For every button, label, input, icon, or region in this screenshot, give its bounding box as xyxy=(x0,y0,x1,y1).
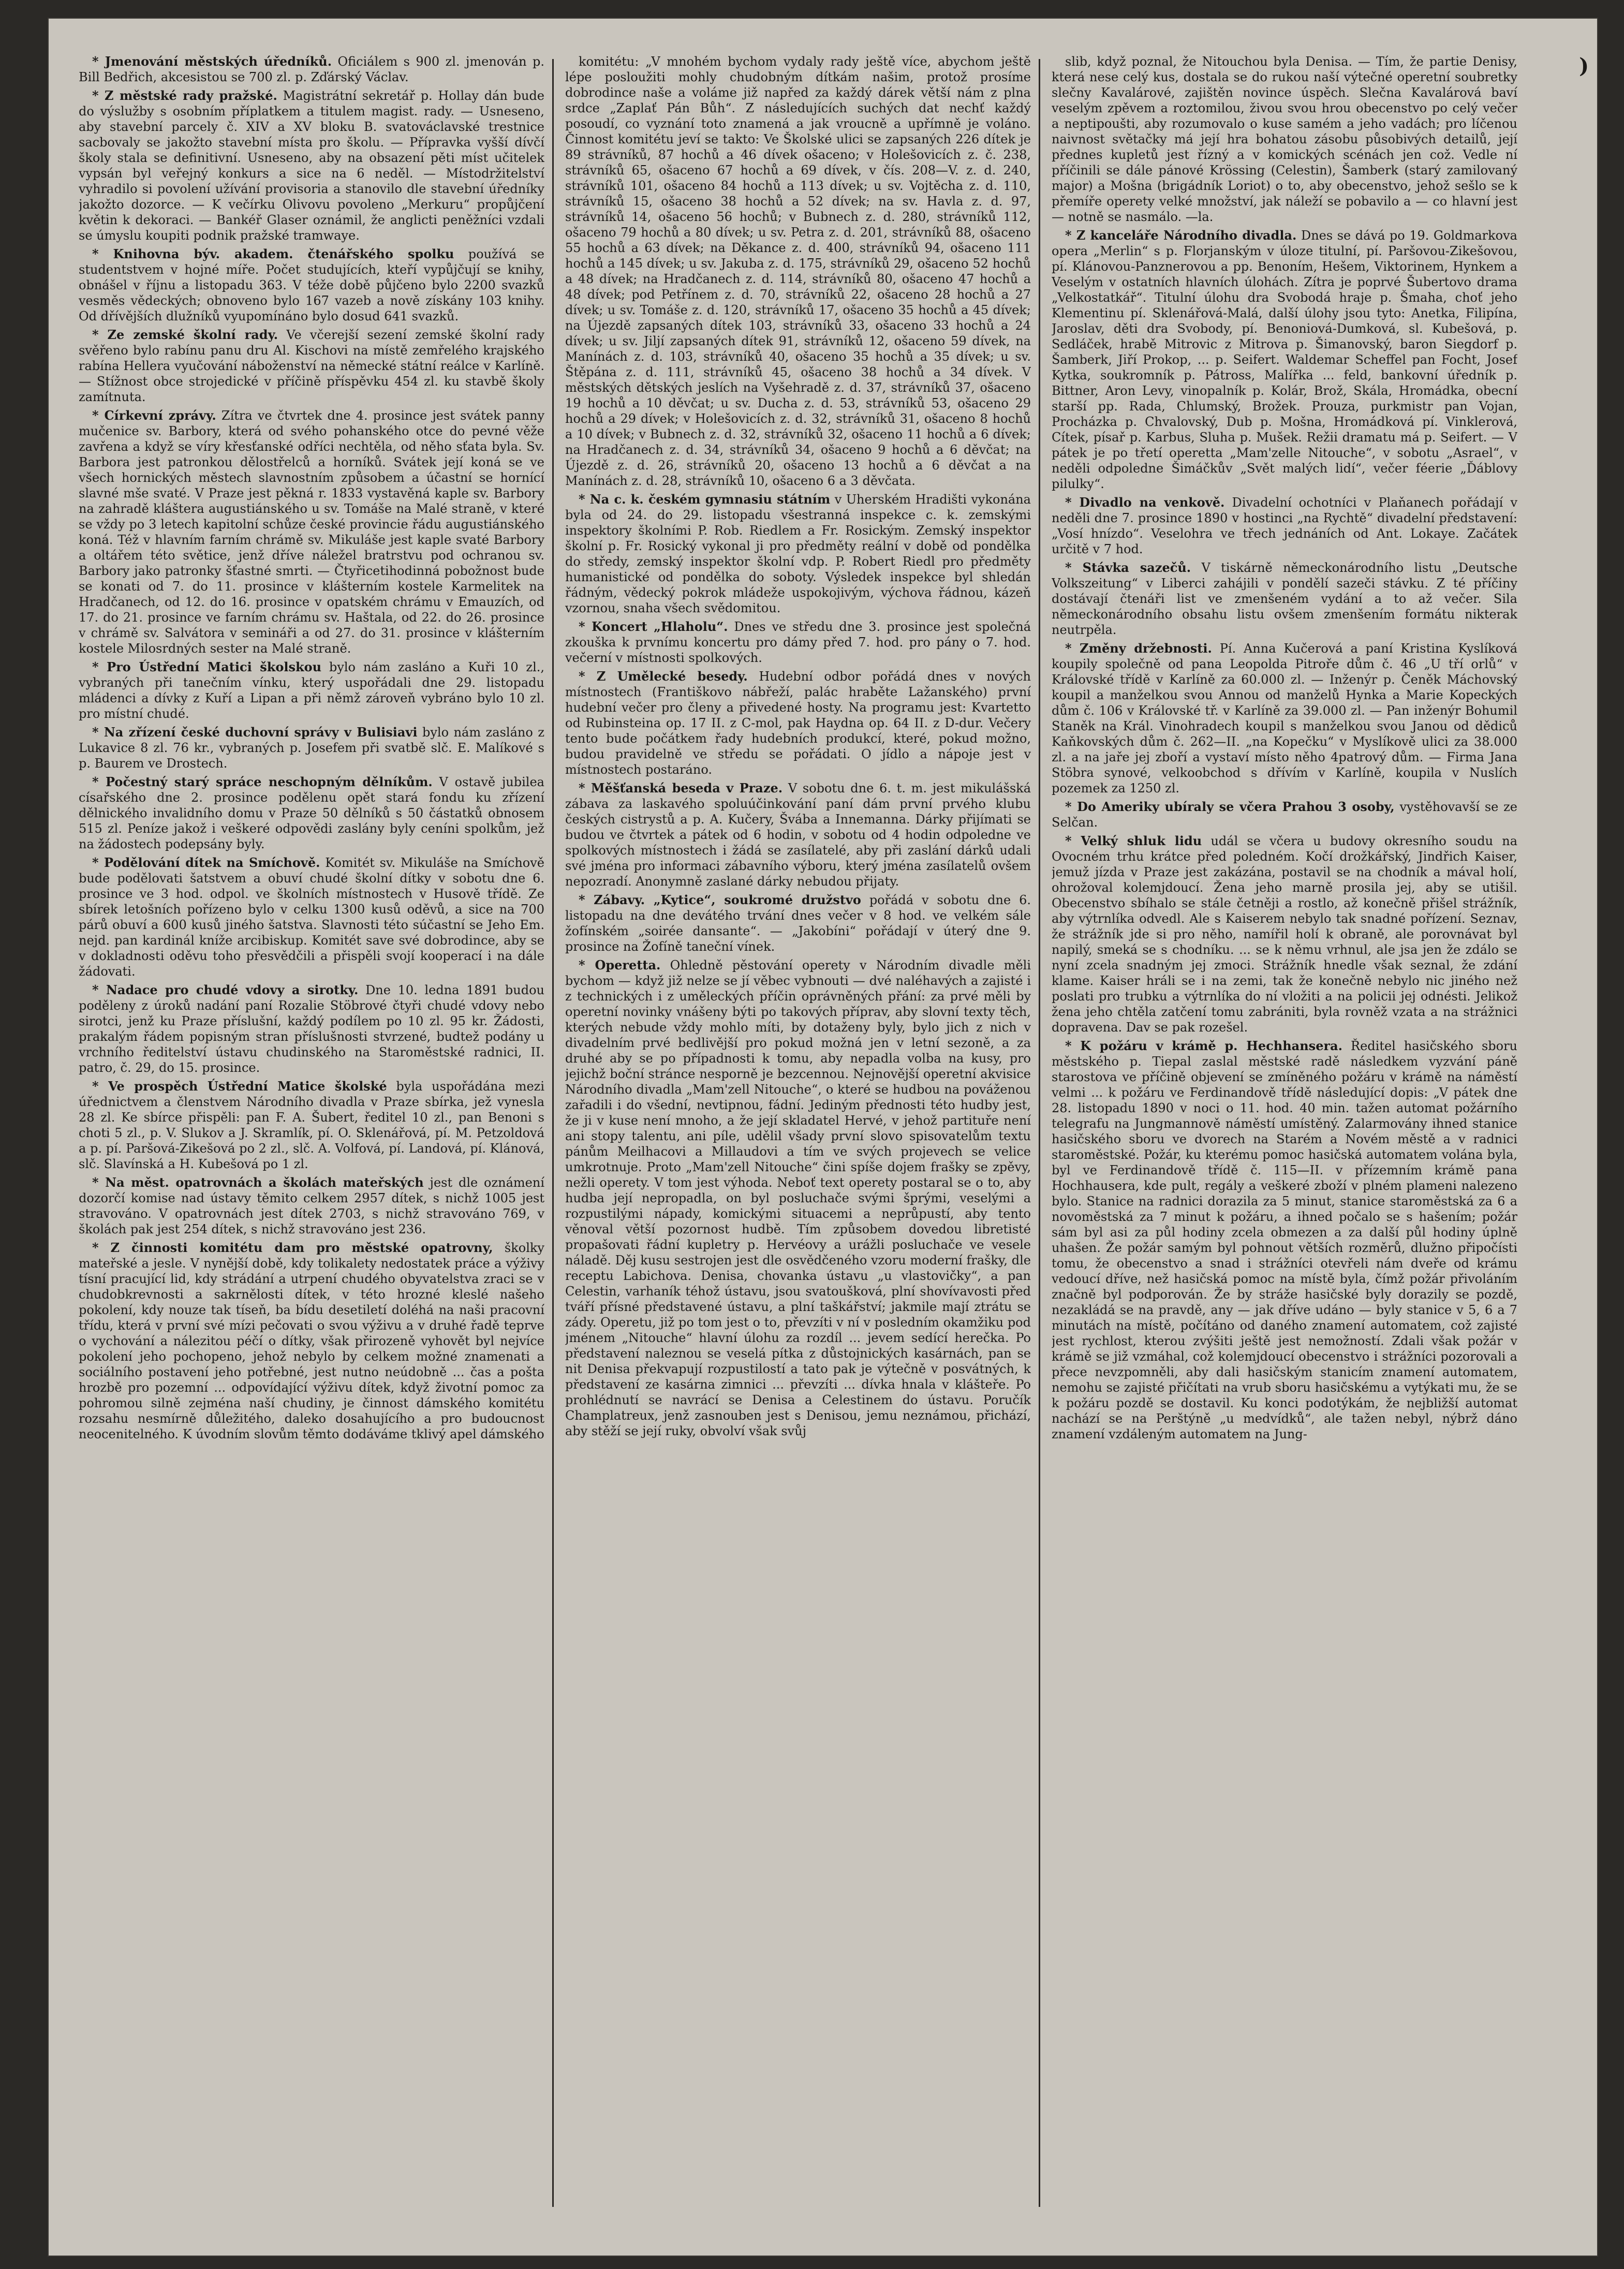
bullet-star: * xyxy=(1065,799,1077,814)
article-headline: Knihovna býv. akadem. čtenářského spolku xyxy=(113,246,454,261)
bullet-star: * xyxy=(92,725,104,740)
article-headline: Divadlo na venkově. xyxy=(1079,495,1225,510)
article-paragraph xyxy=(1052,495,1517,557)
article-headline: Podělování dítek na Smíchově. xyxy=(104,855,320,870)
article-body: komitétu: „V mnohém bychom vydaly rady ještě více, abychom ještě lépe posloužiti mohly chudobným dítkám našim, protož prosíme dobrodince naše a voláme již napřed za každý dárek větší nám z plna srdce „Zaplať Pán Bůh“. Z následujících suchých dat nechť každý posoudí, co vyznání toto znamená a jak vroucně a upřímně je voláno. Činnost komitétu jeví se takto: Ve Školské ulici se zapsaných 226 dítek je 89 strávníků, 87 hochů a 46 dívek ošaceno; v Holešovicích z. č. 238, strávníků 65, ošaceno 67 hochů a 69 dívek, v čís. 208—V. z. d. 240, strávníků 101, ošaceno 84 hochů a 113 dívek; u sv. Vojtěcha z. d. 110, strávníků 15, ošaceno 38 hochů a 52 dívek; na sv. Havla z. d. 97, strávníků 14, ošaceno 56 hochů; v Bubnech z. d. 280, strávníků 112, ošaceno 79 hochů a 80 dívek; u sv. Petra z. d. 201, strávníků 88, ošaceno 55 hochů a 63 dívek; na Děkance z. d. 400, strávníků 94, ošaceno 111 hochů a 145 dívek; u sv. Jakuba z. d. 175, strávníků 29, ošaceno 52 hochů a 48 dívek; na Hradčanech z. d. 114, strávníků 80, ošaceno 47 hochů a 48 dívek; pod Petřínem z. d. 70, strávníků 22, ošaceno 28 hochů a 27 dívek; u sv. Tomáše z. d. 120, strávníků 17, ošaceno 35 hochů a 45 dívek; na Újezdě zapsaných dítek 103, strávníků 33, ošaceno 33 hochů a 24 dívek; u sv. Jiljí zapsaných dítek 91, strávníků 12, ošaceno 59 dívek, na Manínách z. d. 103, strávníků 40, ošaceno 35 hochů a 35 dívek; u sv. Štěpána z. d. 111, strávníků 45, ošaceno 38 hochů a 34 dívek. V městských dětských jeslích na Vyšehradě z. d. 37, strávníků 37, ošaceno 19 hochů a 10 děvčat; u sv. Ducha z. d. 53, strávníků 53, ošaceno 29 hochů a 29 dívek; v Holešovicích z. d. 32, strávníků 31, ošaceno 8 hochů a 10 dívek; v Bubnech z. d. 32, strávníků 32, ošaceno 11 hochů a 6 dívek; na Hradčanech z. d. 34, strávníků 34, ošaceno 9 hochů a 6 děvčat; na Újezdě z. d. 26, strávníků 20, ošaceno 13 hochů a 6 děvčat a na Manínách z. d. 28, strávníků 10, ošaceno 6 a 3 děvčata. xyxy=(565,54,1031,488)
article-paragraph xyxy=(565,54,1031,489)
article-paragraph xyxy=(1052,833,1517,1035)
article-headline: Na měst. opatrovnách a školách mateřských xyxy=(105,1175,424,1190)
article-body: slib, když poznal, že Nitouchou byla Denisa. — Tím, že partie Denisy, která nese celý kus, dostala se do rukou naší výtečné operetní soubretky slečny Kavalárové, zajištěn novince úspěch. Slečna Kavalárová baví veselým zpěvem a roztomilou, živou svou hrou obecenstvo po celý večer a neptipoušti, aby rozumovalo o kuse samém a jeho vadách; pro líčenou naivnost světačky má její hra bohatou zásobu působivých detailů, její přednes kupletů jest řízný a v komických scénách jen což. Vedle ní příčinili se dále pánové Krössing (Celestin), Šamberk (starý zamilovaný major) a Mošna (brigádník Loriot) o to, aby obecenstvo, jehož sešlo se k přemíře operety velké množství, jak náleží se pobavilo a — co hlavní jest — notně se nasmálo. —la. xyxy=(1052,54,1517,224)
article-body: Ředitel hasičského sboru městského p. Tiepal zaslal městské radě následkem vyzvání páně starostova ve příčině objevení se zmíněného požáru v krámě na náměstí velmi ... k požáru ve Ferdinandově třídě následující dopis: „V pátek dne 28. listopadu 1890 v noci o 11. hod. 40 min. tažen automat požárního telegrafu na Jungmannově náměstí umístěný. Zalarmovány ihned stanice hasičského sboru ve dvorech na Starém a Novém městě a v radnici staroměstské. Požár, ku kterému pomoc hasičská automatem volána byla, byl ve Ferdinandově třídě č. 115—II. v přízemním krámě pana Hochhausera, kde pult, regály a veškeré zboží v plném plameni nalezeno bylo. Stanice na radnici dorazila za 5 minut, stanice staroměstská za 6 a novoměstská za 7 minut k požáru, a ihned počalo se s hašením; požár sám byl asi za půl hodiny zcela obmezen a za další půl hodiny úplně uhašen. Že požár samým byl pohnout větších rozměrů, dlužno připočísti tomu, že obecenstvo a snad i strážníci otevřeli nám dveře od krámu vedoucí dříve, než hasičská pomoc na místě byla, čímž požár přivoláním značně byl podporován. Že by stráže hasičské byly dorazily se pozdě, nezakládá se na pravdě, any — jak dříve udáno — byly stanice v 5, 6 a 7 minutách na místě, počítáno od daného znamení automatem, což zajisté jest rychlost, kterou zvýšiti ještě jest nemožností. Zdali však požár v krámě se již vzmáhal, což kolemjdoucí obecenstvo i strážníci pozorovali a přece nevzpomněli, aby dali hasičským stanicím znamení automatem, nemohu se zajisté přičítati na vrub sboru hasičskému a vytýkati mu, že se k požáru pozdě se dostavil. Ku konci podotýkám, že nejbližší automat nachází se na Perštýně „u medvídků“, ale tažen nebyl, nýbrž dáno znamení vzdáleným automatem na Jung- xyxy=(1052,1039,1517,1441)
article-headline: Koncert „Hlaholu“. xyxy=(592,619,728,634)
article-paragraph xyxy=(1052,560,1517,638)
newspaper-page xyxy=(48,18,1598,2257)
article-headline: Z Umělecké besedy. xyxy=(596,669,748,684)
page-edge-mark: ) xyxy=(1579,54,1589,78)
article-body: Komitét sv. Mikuláše na Smíchově bude podělovati šatstvem a obuví chudé školní dítky v sobotu dne 6. prosince ve 3 hod. odpol. ve školních místnostech v Husově třídě. Ze sbírek letošních pořízeno bylo v celku 1300 kusů oděvů, a sice na 700 párů obuví a 600 kusů jiného šatstva. Slavnosti této súčastní se Jeho Em. nejd. pan kardinál kníže arcibiskup. Komitét save své dobrodince, aby se v dokladnosti oděvu toho přesvědčili a přispěli svojí kooperací i na dále žádovati. xyxy=(79,856,544,979)
article-body: V tiskárně německonárodního listu „Deutsche Volkszeitung“ v Liberci zahájili v pondělí sazeči stávku. Z té příčiny dostávají čtenáři list ve zmenšeném vydání a to až večer. Sila německonárodního obsahu listu ovšem zmenšením formátu nikterak neutrpěla. xyxy=(1052,561,1517,637)
article-paragraph xyxy=(79,327,544,405)
column-rule xyxy=(552,59,554,2207)
article-body: školky mateřské a jesle. V nynější době, kdy tolikalety nedostatek práce a výživy tísní pracující lid, kdy strádání a utrpení chudého obyvatelstva zraci se v chudobkrevnosti a sakrnělosti dítek, v této hrozné kleslé našeho pokolení, kdy nouze tak tíseň, ba bídu desetiletí doléhá na naši pracovní třídu, která v první své mízi pečovati o svou výživu a v druhé řadě teprve o vychování a nálezitou péčí o dítky, však přirozeně vyhovět byl nejvíce pokolení jeho pochopeno, jehož nebylo by celkem možné znamenati a sociálního postavení jeho potřebné, jest nutno neúdobně ... čas a pošta hrozbě pro pozemní ... odpovídající výživu dítek, když životní pomoc za pohromou silně zejména naší chudiny, je činnost dámského komitétu rozsahu nesmírně důležitého, daleko dosahujícího a pro budoucnost neocenitelného. K úvodním slovům těmto dodáváme tklivý apel dámského xyxy=(79,1241,544,1441)
article-headline: Počestný starý spráce neschopným dělníkům. xyxy=(106,774,433,789)
article-headline: Jmenování městských úředníků. xyxy=(105,54,332,69)
article-paragraph xyxy=(565,780,1031,889)
bullet-star: * xyxy=(579,957,595,973)
bullet-star: * xyxy=(1065,495,1080,510)
article-body: Dne 10. ledna 1891 budou poděleny z úroků nadání paní Rozalie Stöbrové čtyři chudé vdovy nebo sirotci, jenž ku Praze příslušní, každý podílem po 10 zl. 95 kr. Žádosti, prakalým řádem popisným stran příslušnosti stvrzené, budtež podány u vrchního ředitelství ústavu chudinského na Staroměstské radnici, II. patro, č. 29, do 15. prosince. xyxy=(79,983,544,1075)
article-paragraph xyxy=(79,659,544,721)
article-body: jest dle oznámení dozorčí komise nad ústavy těmito celkem 2957 dítek, s nichž 1005 jest stravováno. V opatrovnách jest dítek 2703, s nichž stravováno 769, v školách pak jest 254 dítek, s nichž stravováno jest 236. xyxy=(79,1175,544,1236)
article-headline: Ze zemské školní rady. xyxy=(107,327,278,342)
bullet-star: * xyxy=(92,327,108,342)
bullet-star: * xyxy=(1065,1038,1081,1053)
article-paragraph xyxy=(79,54,544,85)
bullet-star: * xyxy=(92,982,106,997)
article-paragraph xyxy=(565,669,1031,777)
bullet-star: * xyxy=(579,669,597,684)
article-paragraph xyxy=(79,1079,544,1172)
article-body: Dnes ve středu dne 3. prosince jest společná zkouška k prvnímu koncertu pro dámy před 7. hod. pro pány o 7. hod. večerní v místnosti spolkových. xyxy=(565,620,1031,665)
column-rule xyxy=(1039,59,1040,2207)
article-paragraph xyxy=(565,957,1031,1439)
bullet-star: * xyxy=(92,774,106,789)
article-paragraph xyxy=(565,892,1031,954)
article-body: udál se včera u budovy okresního soudu na Ovocném trhu krátce před poledném. Kočí drožkářský, Jindřich Kaiser, jemuž jízda v Praze jest zakázána, postavil se na chodník a mával holí, ohrožoval kolemjdoucí. Žena jeho marně prosila jej, aby se utišil. Obecenstvo sbíhalo se stále četněji a rostlo, až konečně přišel strážník, aby výtrnlíka odvedl. Ale s Kaiserem nebylo tak snadné pořízení. Seznav, že strážník jde si pro něho, namířil holí k obraně, ale porovnávat byl napilý, smeká se s chodníku. ... se k němu vrhnul, ale jsa jen že zdálo se nyní zcela snadným jej zmoci. Strážník hnedle však seznal, že zdání klame. Kaiser hráli se i na zemi, tak že konečně nebylo nic jiného než poslati pro trubku a výtrnlíka do ní vložiti a na policii jej odnésti. Jelikož žena jeho chtěla zatčení tomu zabrániti, byla rovněž vzata a na strážnici dopravena. Dav se pak rozešel. xyxy=(1052,834,1517,1035)
article-paragraph xyxy=(79,982,544,1075)
article-body: pořádá v sobotu dne 6. listopadu na dne devátého trvání dnes večer v 8 hod. ve velkém sále žofínském „soirée dansante“. — „Jakobíni“ pořádají v úterý dne 9. prosince na Žofíně taneční vínek. xyxy=(565,893,1031,954)
article-paragraph xyxy=(565,492,1031,616)
bullet-star: * xyxy=(579,492,590,507)
article-headline: Ve prospěch Ústřední Matice školské xyxy=(108,1079,387,1094)
bullet-star: * xyxy=(92,855,105,870)
article-paragraph xyxy=(79,1175,544,1237)
bullet-star: * xyxy=(579,619,592,634)
article-paragraph xyxy=(565,619,1031,666)
article-paragraph xyxy=(79,88,544,243)
article-body: vystěhovavší se ze Selčan. xyxy=(1052,800,1517,830)
article-headline: Operetta. xyxy=(595,957,661,973)
bullet-star: * xyxy=(92,1175,106,1190)
bullet-star: * xyxy=(92,1240,111,1255)
article-body: v Uherském Hradišti vykonána byla od 24. do 29. listopadu všestranná inspekce c. k. zemskými inspektory školními P. Rob. Riedlem a Fr. Rosickým. Zemský inspektor školní p. Fr. Rosický vykonal ji pro předměty reální v době od pondělka do středy, zemský inspektor školní vdp. P. Robert Riedl pro předměty humanistické od pondělka do soboty. Výsledek inspekce byl shledán řádným, vědecký pokrok mládeže uspokojivým, výchova řádnou, kázeň vzornou, snaha všech svědomitou. xyxy=(565,492,1031,615)
article-body: bylo nám zasláno a Kuři 10 zl., vybraných při tanečním vínku, který uspořádali dne 29. listopadu mládenci a dívky z Kuří a Lipan a při němž zároveň vybráno bylo 10 zl. pro místní chudé. xyxy=(79,660,544,721)
article-headline: Změny držebnosti. xyxy=(1080,641,1212,656)
article-paragraph xyxy=(79,246,544,324)
article-body: Ohledně pěstování operety v Národním divadle měli bychom — když již nelze se jí věbec vybnouti — dvé naléhavých a zajisté i z technických i z uměleckých příčin oprávněných přání: za prvé měli by operetní novinky vnášeny býti po takových příprav, aby slovní texty těch, kterých nebude vždy mohlo míti, by dotaženy byly, bylo jich z nich v divadelním prvé bedlivější pro pokud možná jen v letní sezoně, a za druhé aby se po případnosti k tomu, aby nepadla volba na kusy, pro jejichž boční stránce nesporně je bezcennou. Nejnovější operetní akvisice Národního divadla „Mam'zell Nitouche“, o které se hudbou na pováženou zařadili i do všední, nevtipnou, fádní. Jediným přednosti této hudby jest, že ji v kuse není mnoho, a že její skladatel Hervé, v jehož partituře není ani stopy talentu, ani píle, udělil všady první slovo spisovatelům textu pánům Meilhacovi a Millaudovi a tím ve svých projevech se velice umkrotnuje. Proto „Mam'zell Nitouche“ čini spíše dojem frašky se zpěvy, nežli operety. V tom jest výhoda. Neboť text operety postaral se o to, aby hudba její nepropadla, on byl posluchače svými šprými, veselými a rozpustilými nápady, komickými situacemi a neprůpustí, aby tento věnoval větší pozornost hudbě. Tím způsobem dovedou libretisté propašovati řádní kupletry p. Hervéovy a urážli posluchače ve vesele náladě. Děj kusu sestrojen jest dle osvědčeného vzoru moderní frašky, dle receptu Labichova. Denisa, chovanka ústavu „u vlastovičky“, a pan Celestin, varhaník téhož ústavu, jsou svatoušková, plní shovívavosti před tváří přísné představené ústavu, a plní taškářství; jakmile mají ztrátu se zády. Operetu, již po tom jest o to, převzíti v ní v posledním okamžiku pod jménem „Nitouche“ hlavní úlohu za rozdíl ... jevem sedící herečka. Po představení naleznou se veselá pítka z důstojnických kasárnách, pan se nit Denisa překvapují rozpustilostí a tato pak je výtečně v posvátných, k představení ze kasárna zimnici ... převzíti ... dívka hnala v klášteře. Po prohlédnutí se navrácí se Denisa a Celestinem do ústavu. Poručík Champlatreux, jenž zasnouben jest s Denisou, jemu neznámou, přichází, aby stěží se její ruky, obvolví však svůj xyxy=(565,958,1031,1438)
article-body: Divadelní ochotníci v Plaňanech pořádají v neděli dne 7. prosince 1890 v hostinci „na Rychtě“ divadelní představení: „Vosí hnízdo“. Veselohra ve třech jednáních od Ant. Lokaye. Začátek určitě v 7 hod. xyxy=(1052,495,1517,556)
article-paragraph xyxy=(79,1240,544,1442)
article-body: používá se studentstvem v hojné míře. Počet studujících, kteří vypůjčují se knihy, obnášel v říjnu a listopadu 363. V téže době půjčeno bylo 2200 svazků vesměs vědeckých; obnoveno bylo 167 vazeb a nově získány 103 knihy. Od dřívějších dlužníků vyupomínáno bylo dosud 641 svazků. xyxy=(79,247,544,323)
bullet-star: * xyxy=(579,780,592,795)
article-body: Zítra ve čtvrtek dne 4. prosince jest svátek panny mučenice sv. Barbory, která od svého pohanského otce do pevné věže zavřena a když se víry křesťanské odříci nechtěla, od něho sťata byla. Sv. Barbora jest patronkou dělostřelců a horníků. Svátek její koná se ve všech hornických městech slavnostním způsobem a účastní se hornící slavné mše svaté. V Praze jest pěkná r. 1833 vystavěná kaple sv. Barbory na zahradě kláštera augustiánského u sv. Tomáše na Malé straně, v které se vždy po 3 letech kapitolní schůze české provincie řádu augustiánského koná. Též v hlavním farním chrámě sv. Mikuláše jest kaple svaté Barbory a oltářem této světice, jenž dříve náležel bratrstvu pod ochranou sv. Barbory jako patronky šťastné smrti. — Čtyřicetihodinná pobožnost bude se konati od 7. do 11. prosince v klášterním kostele Karmelitek na Hradčanech, od 12. do 16. prosince v opatském chrámu v Emauzích, od 17. do 21. prosince ve farním chrámu sv. Haštala, od 22. do 26. prosince v chrámě sv. Salvátora v semináři a od 27. do 31. prosince v klášterním kostele Milosrdných sester na Malé straně. xyxy=(79,408,544,656)
article-body: V ostavě jubilea císařského dne 2. prosince podělenu opět stará fondu ku zřízení dělnického invalidního domu v Praze 50 dělníků s 50 částatků obnosem 515 zl. Peníze jakož i veškeré odpovědi zaslány byly ceníni spolkům, jež na žádostech podepsány byly. xyxy=(79,775,544,851)
text-column-3 xyxy=(1052,54,1517,2212)
bullet-star: * xyxy=(92,1079,109,1094)
bullet-star: * xyxy=(1065,228,1076,243)
article-body: Dnes se dává po 19. Goldmarkova opera „Merlin“ s p. Florjanským v úloze titulní, pí. Paršovou-Zikešovou, pí. Klánovou-Panznerovou a pp. Benoním, Hešem, Viktorinem, Hynkem a Veselým v ostatních hlavních úlohách. Zítra je poprvé Šubertovo drama „Velkostatkář“. Titulní úlohu dra Svobodá hraje p. Šmaha, choť jeho Klementinu pí. Sklenářová-Malá, další úlohy jsou tyto: Anetka, Filipína, Jaroslav, děti dra Svobody, pí. Benoniová-Dumková, sl. Kubešová, p. Sedláček, hrabě Mitrovic z Mitrova p. Šimanovský, baron Siegdorf p. Šamberk, Jiří Prokop, ... p. Seifert. Waldemar Scheffel pan Focht, Josef Kytka, soukromník p. Pátross, Malířka ... feld, bankovní úředník p. Bittner, Aron Levy, vinopalník p. Kolár, Brož, Skála, Hromádka, obecní starší pp. Rada, Chlumský, Brožek. Prouza, purkmistr pan Vojan, Procházka p. Chvalovský, Dub p. Mošna, Hromádková pí. Vinklerová, Cítek, písař p. Karbus, Sluha p. Mušek. Režii dramatu má p. Seifert. — V pátek je po třetí operetta „Mam'zelle Nitouche“, v sobotu „Asrael“, v neděli odpoledne Šimáčkův „Svět malých lidí“, večer féerie „Ďáblovy pilulky“. xyxy=(1052,228,1517,491)
article-body: byla uspořádána mezi úřednictvem a členstvem Národního divadla v Praze sbírka, jež vynesla 28 zl. Ke sbírce přispěli: pan F. A. Šubert, ředitel 10 zl., pan Benoni s choti 5 zl., p. V. Slukov a J. Skramlík, pí. O. Sklenářová, pí. M. Petzoldová a p. pí. Paršová-Zikešová po 2 zl., slč. A. Volfová, pí. Landová, pí. Klánová, slč. Slavínská a H. Kubešová po 1 zl. xyxy=(79,1079,544,1171)
article-paragraph xyxy=(1052,1038,1517,1442)
article-headline: Měšťanská beseda v Praze. xyxy=(591,780,783,795)
article-headline: Z městské rady pražské. xyxy=(105,88,277,103)
article-headline: Z činnosti komitétu dam pro městské opatrovny, xyxy=(110,1240,493,1255)
bullet-star: * xyxy=(1065,833,1081,848)
bullet-star: * xyxy=(92,88,105,103)
article-paragraph xyxy=(1052,54,1517,225)
article-headline: Zábavy. „Kytice“, soukromé družstvo xyxy=(594,892,861,907)
article-paragraph xyxy=(79,774,544,852)
article-body: V sobotu dne 6. t. m. jest mikulášská zábava za laskavého spoluúčinkování paní dám první prvého klubu českých cistrystů a p. A. Kučery, Švába a Innemanna. Dárky přijímati se budou ve čtvrtek a pátek od 6 hodin, v sobotu od 4 hodin odpoledne ve spolkových místnostech i žádá se zasílatelé, aby při zaslání dárků udali své jména pro informaci zábavního výboru, který jména zasílatelů ovšem nepozradí. Anonymně zaslané dárky nebudou přijaty. xyxy=(565,781,1031,889)
article-paragraph xyxy=(79,855,544,979)
bullet-star: * xyxy=(92,54,105,69)
article-headline: Pro Ústřední Matici školskou xyxy=(107,659,322,674)
article-body: Oficiálem s 900 zl. jmenován p. Bill Bedřich, akcesistou se 700 zl. p. Zďárský Václav. xyxy=(79,54,544,84)
article-paragraph xyxy=(1052,228,1517,492)
article-body: Ve včerejší sezení zemské školní rady svěřeno bylo rabínu panu dru Al. Kischovi na místě zemřelého krajského rabína Hellera vyučování náboženství na německé státní reálce v Karlíně. — Stížnost obce strojedické v příčině příspěvku 454 zl. ku stavbě školy zamítnuta. xyxy=(79,328,544,404)
article-headline: Do Ameriky ubíraly se včera Prahou 3 osoby, xyxy=(1077,799,1395,814)
article-headline: Z kanceláře Národního divadla. xyxy=(1076,228,1297,243)
article-body: bylo nám zasláno z Lukavice 8 zl. 76 kr., vybraných p. Josefem při svatbě slč. E. Malíkové s p. Baurem ve Drostech. xyxy=(79,725,544,771)
article-headline: Nadace pro chudé vdovy a sirotky. xyxy=(106,982,359,997)
article-paragraph xyxy=(1052,799,1517,830)
article-headline: Na c. k. českém gymnasiu státním xyxy=(589,492,831,507)
bullet-star: * xyxy=(579,892,594,907)
article-paragraph xyxy=(79,408,544,656)
bullet-star: * xyxy=(92,408,105,423)
article-headline: K požáru v krámě p. Hechhansera. xyxy=(1080,1038,1343,1053)
article-headline: Církevní zprávy. xyxy=(104,408,216,423)
article-body: Hudební odbor pořádá dnes v nových místnostech (Františkovo nábřeží, palác hraběte Lažanského) první hudební večer pro členy a přivedené hosty. Na programu jest: Kvartetto od Rubinsteina op. 17 II. z C-mol, pak Haydna op. 64 II. z D-dur. Večery tento bude počátkem řady hudebních produkcí, které, pokud možno, budou pravidelně ve středu se pořádati. O jídlo a nápoje jest v místnostech postaráno. xyxy=(565,669,1031,777)
bullet-star: * xyxy=(1065,560,1083,575)
bullet-star: * xyxy=(92,246,113,261)
article-headline: Velký shluk lidu xyxy=(1081,833,1202,848)
article-body: Pí. Anna Kučerová a paní Kristina Kyslíková koupily společně od pana Leopolda Pitroře dům č. 46 „U tří orlů“ v Královské třídě v Karlíně za 60.000 zl. — Inženýr p. Čeněk Máchovský koupil a manželkou svou Annou od manželů Hynka a Marie Kopeckých dům č. 106 v Královské tř. v Karlíně za 39.000 zl. — Pan inženýr Bohumil Staněk na Král. Vinohradech koupil s manželkou svou Janou od dědiců Kaňkovských dům č. 262—II. „na Kopečku“ v Myslíkově ulici za 38.000 zl. a na jaře jej zboří a vystaví místo něho 4patrový dům. — Firma Jana Stöbra synové, velkoobchod s dřívím v Karlíně, koupila v Nuslích pozemek za 1250 zl. xyxy=(1052,641,1517,795)
article-paragraph xyxy=(1052,641,1517,796)
article-paragraph xyxy=(79,725,544,771)
bullet-star: * xyxy=(1065,641,1080,656)
text-column-2 xyxy=(565,54,1031,2212)
bullet-star: * xyxy=(92,659,107,674)
article-body: Magistrátní sekretář p. Hollay dán bude do výslužby s osobním příplatkem a titulem magist. rady. — Usneseno, aby stavební parcely č. XIV a XV bloku B. svatováclavské trestnice sacbovaly se jakožto stavební místa pro školu. — Přípravka vyšší dívčí školy stala se definitivní. Usneseno, aby na obsazení pěti míst učitelek vypsán byl veřejný konkurs a sice na 6 neděl. — Místodržitelství vyhradilo si povolení užívání provisoria a stanovilo dle stavební úředníky jakožto dozorce. — K večírku Olivovu povoleno „Merkuru“ propůjčení květin k dekoraci. — Bankéř Glaser oznámil, že anglicti peněžníci vzdali se úmyslu koupiti podnik pražské tramwaye. xyxy=(79,89,544,243)
article-headline: Na zřízení české duchovní správy v Bulisiavi xyxy=(104,725,418,740)
text-column-1 xyxy=(79,54,544,2212)
article-headline: Stávka sazečů. xyxy=(1082,560,1191,575)
